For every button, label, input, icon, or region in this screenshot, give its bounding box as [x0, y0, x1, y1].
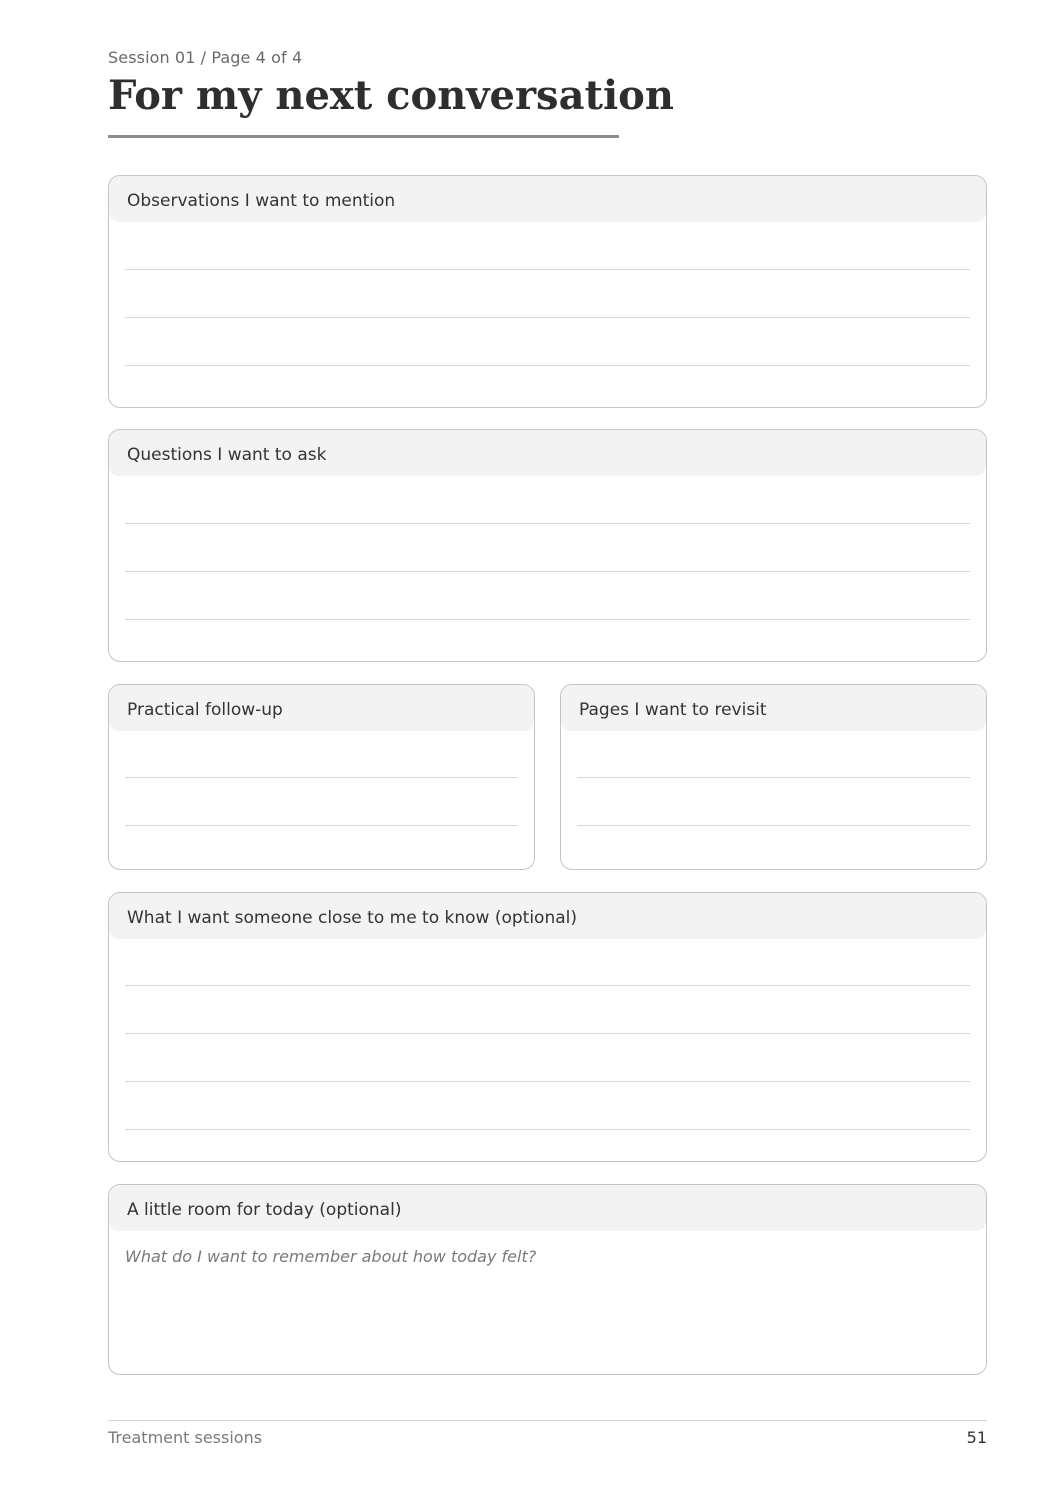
- write-line[interactable]: [125, 269, 970, 270]
- write-line[interactable]: [125, 1129, 970, 1130]
- write-line[interactable]: [577, 777, 970, 778]
- page-title: For my next conversation: [108, 72, 674, 119]
- write-line[interactable]: [125, 365, 970, 366]
- practical-heading: Practical follow-up: [109, 685, 534, 731]
- revisit-card: [560, 684, 987, 870]
- close-person-heading: What I want someone close to me to know (optional): [109, 893, 986, 939]
- write-line[interactable]: [125, 571, 970, 572]
- write-line[interactable]: [125, 317, 970, 318]
- write-line[interactable]: [125, 523, 970, 524]
- footer-section-name: Treatment sessions: [108, 1428, 263, 1447]
- write-line[interactable]: [125, 1081, 970, 1082]
- write-line[interactable]: [125, 825, 518, 826]
- session-eyebrow: Session 01 / Page 4 of 4: [108, 48, 303, 67]
- write-line[interactable]: [577, 825, 970, 826]
- write-line[interactable]: [125, 1033, 970, 1034]
- today-prompt: What do I want to remember about how today felt?: [125, 1247, 537, 1266]
- write-line[interactable]: [125, 619, 970, 620]
- write-line[interactable]: [125, 777, 518, 778]
- practical-card: [108, 684, 535, 870]
- today-card: [108, 1184, 987, 1375]
- footer-divider: [108, 1420, 987, 1421]
- close-person-card: [108, 892, 987, 1162]
- observations-heading: Observations I want to mention: [109, 176, 986, 222]
- observations-card: [108, 175, 987, 408]
- title-underline: [108, 135, 619, 138]
- questions-heading: Questions I want to ask: [109, 430, 986, 476]
- write-line[interactable]: [125, 985, 970, 986]
- questions-card: [108, 429, 987, 662]
- today-heading: A little room for today (optional): [109, 1185, 986, 1231]
- revisit-heading: Pages I want to revisit: [561, 685, 986, 731]
- footer-page-number: 51: [966, 1428, 987, 1447]
